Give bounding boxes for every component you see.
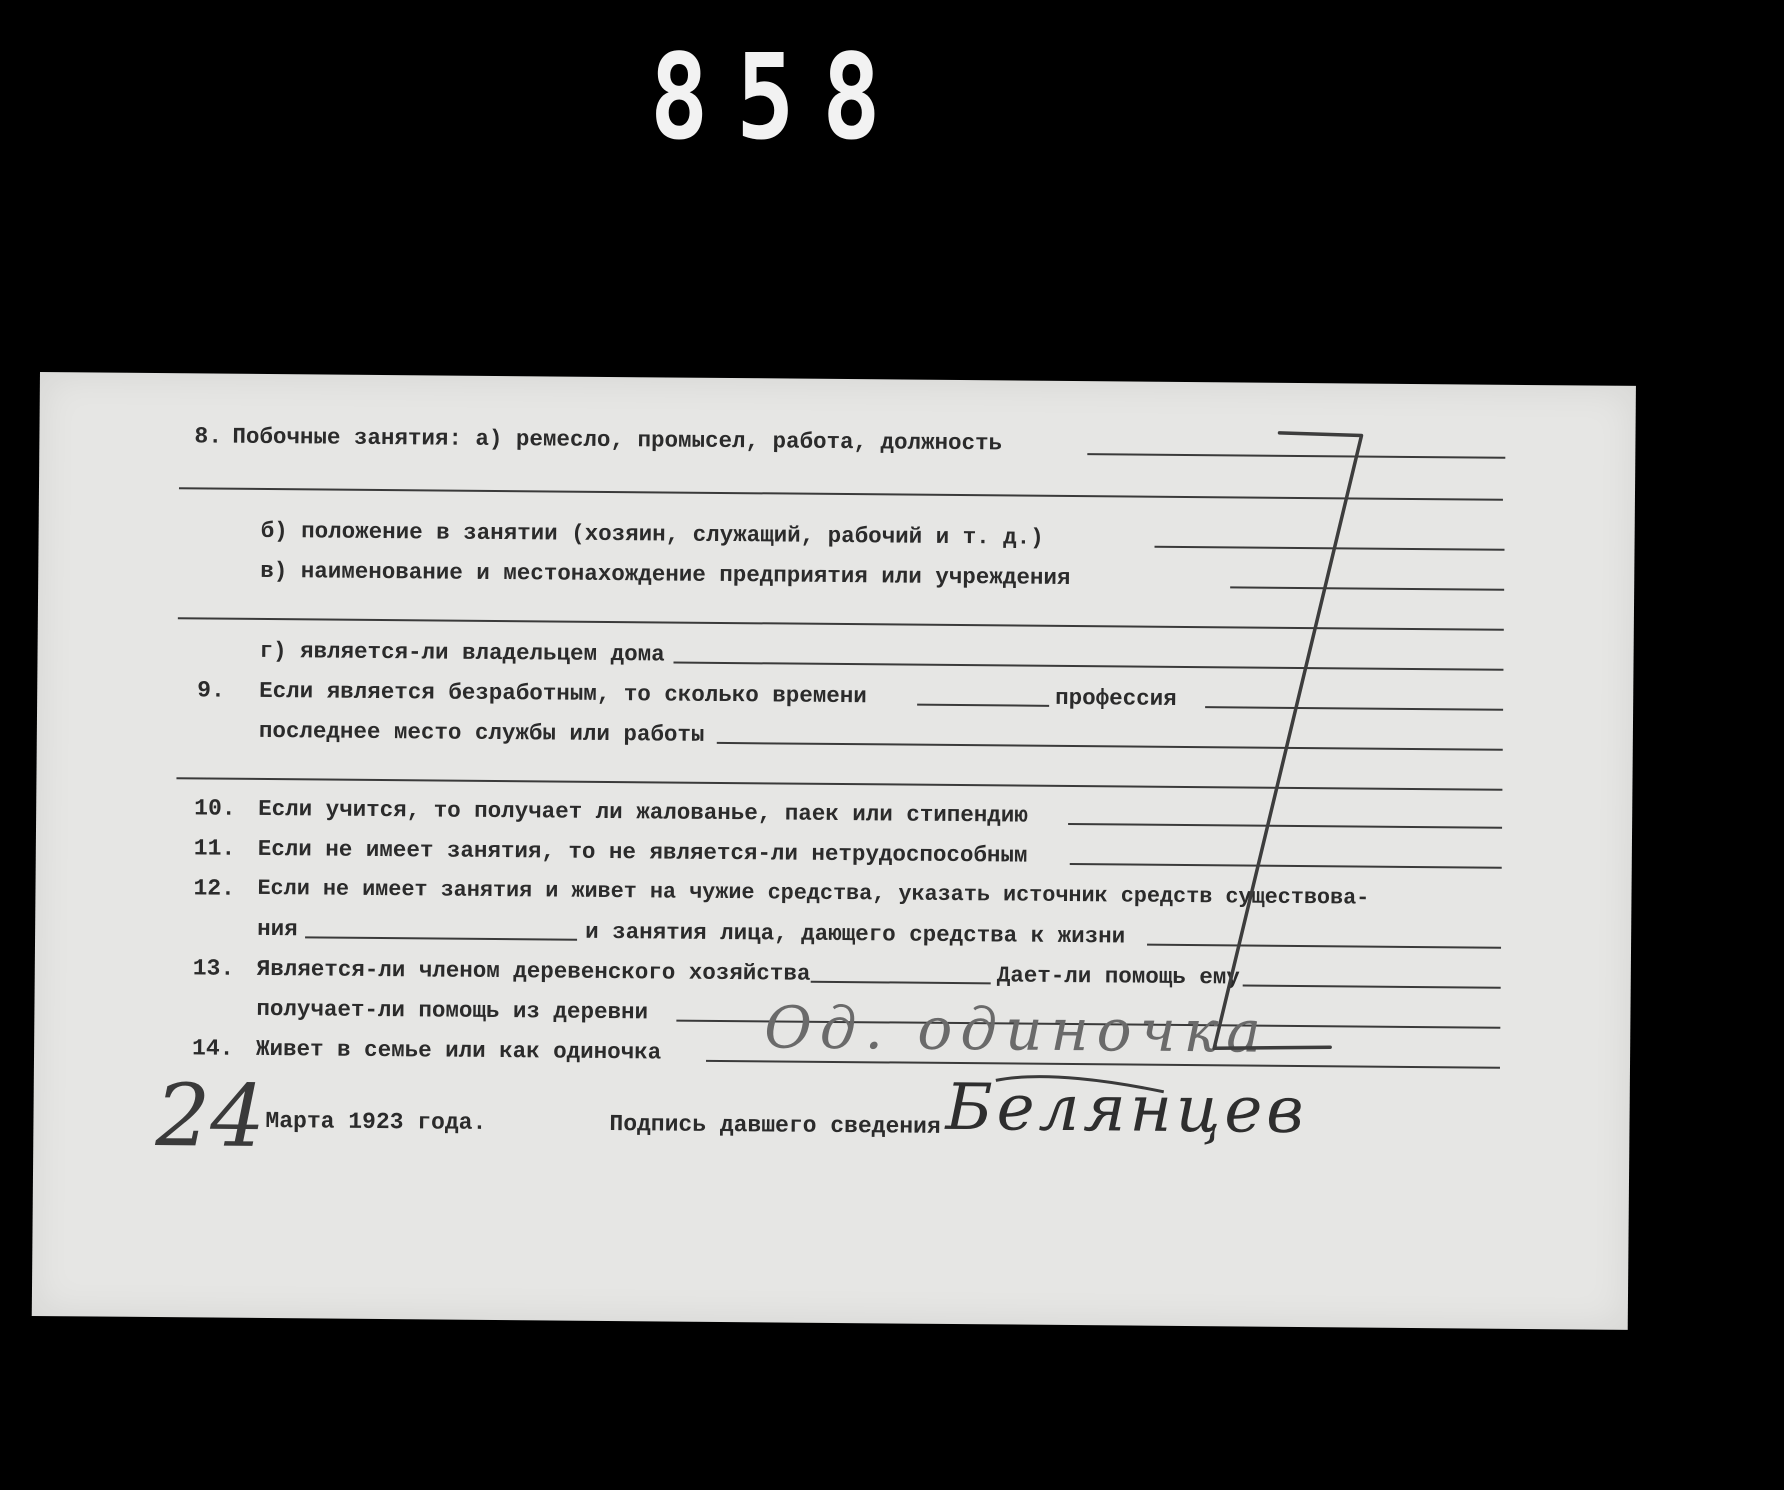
footer-signature-label: Подпись давшего сведения <box>609 1110 941 1140</box>
item-12-line2-part1: ния <box>257 915 298 943</box>
item-8-answer-line <box>1087 453 1505 459</box>
item-9-last-job-line <box>717 742 1503 751</box>
item-8-number: 8. <box>194 423 223 450</box>
footer-date-text: Марта 1923 года. <box>265 1107 487 1136</box>
item-12-occupation-line <box>1147 944 1501 949</box>
item-9-last-job-line-2 <box>176 777 1502 791</box>
item-13-line2: получает-ли помощь из деревни <box>256 995 649 1026</box>
item-8-label: Побочные занятия: а) ремесло, промысел, работа, должность <box>232 423 1003 457</box>
item-8g-label: г) является-ли владельцем дома <box>259 637 665 668</box>
item-13-member-line <box>811 981 991 985</box>
item-9-number: 9. <box>197 677 225 704</box>
item-8v-label: в) наименование и местонахождение предприятия или учреждения <box>260 557 1071 591</box>
item-9-label-part1: Если является безработным, то сколько времени <box>259 677 867 710</box>
item-11-number: 11. <box>193 835 236 862</box>
item-12-number: 12. <box>193 875 236 902</box>
item-10-answer-line <box>1068 823 1502 829</box>
item-12-label: Если не имеет занятия и живет на чужие средства, указать источник средств существова- <box>257 875 1370 911</box>
item-9-duration-line <box>917 704 1049 707</box>
item-11-answer-line <box>1070 863 1502 869</box>
item-13-number: 13. <box>192 955 235 982</box>
item-8b-answer-line <box>1155 546 1505 551</box>
item-10-label: Если учится, то получает ли жалованье, паек или стипендию <box>258 795 1028 829</box>
item-12-source-line <box>305 936 577 940</box>
item-10-number: 10. <box>194 795 236 822</box>
item-14-number: 14. <box>191 1035 234 1062</box>
item-8b-label: б) положение в занятии (хозяин, служащий, рабочий и т. д.) <box>260 517 1044 551</box>
item-9-profession-line <box>1205 706 1503 711</box>
footer-day-handwritten: 24 <box>155 1066 266 1167</box>
item-13-label-part1: Является-ли членом деревенского хозяйства <box>256 955 811 987</box>
item-8v-answer-line <box>1230 586 1504 590</box>
item-14-handwritten-answer: Од. одиночка <box>764 993 1270 1066</box>
item-14-label: Живет в семье или как одиночка <box>255 1035 662 1066</box>
frame-number: 858 <box>650 28 909 166</box>
item-12-line2-part2: и занятия лица, дающего средства к жизни <box>585 918 1126 950</box>
item-13-label-part2: Дает-ли помощь ему <box>996 962 1240 991</box>
item-9-label-line2: последнее место службы или работы <box>258 717 705 748</box>
item-11-label: Если не имеет занятия, то не является-ли нетрудоспособным <box>257 835 1028 869</box>
footer-signature-handwritten: Белянцев <box>945 1070 1308 1149</box>
item-9-label-part2: профессия <box>1055 684 1177 712</box>
item-8-answer-line-2 <box>179 487 1503 501</box>
item-8g-answer-line <box>673 662 1503 671</box>
form-card <box>32 372 1636 1330</box>
item-8v-answer-line-2 <box>178 617 1504 631</box>
item-13-help-line <box>1243 985 1501 989</box>
